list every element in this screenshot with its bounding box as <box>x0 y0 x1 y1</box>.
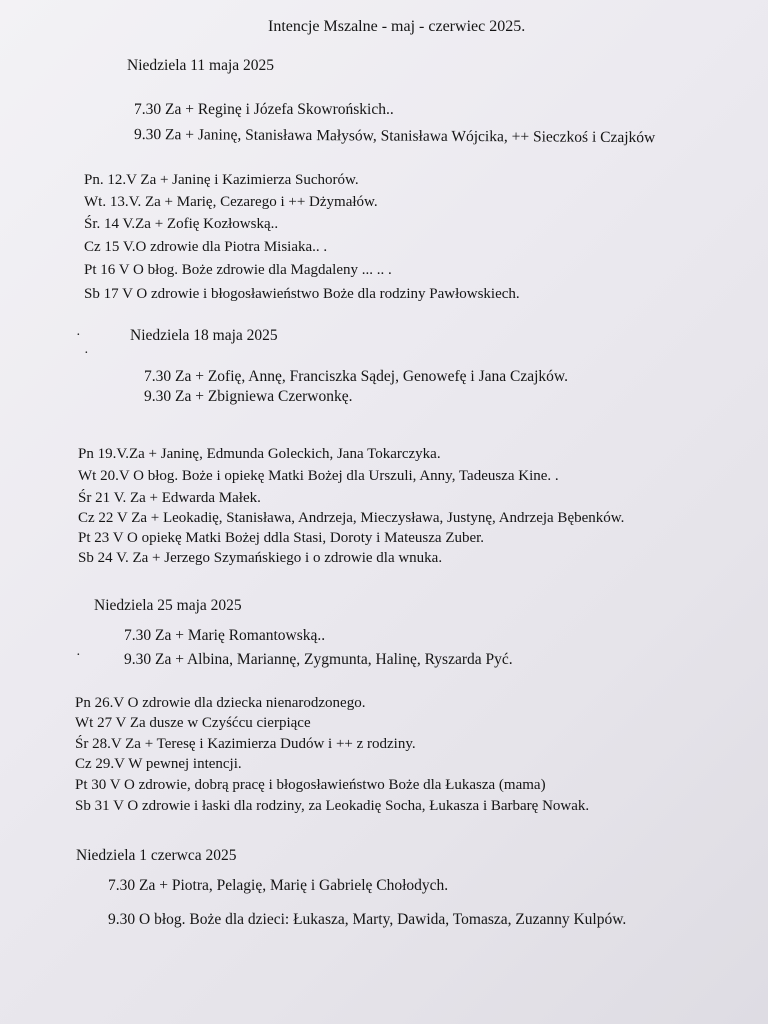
mass-intention: 9.30 Za + Zbigniewa Czerwonkę. <box>144 388 353 405</box>
weekday-intention: Śr. 14 V.Za + Zofię Kozłowską.. <box>84 216 279 232</box>
weekday-intention: Sb 17 V O zdrowie i błogosławieństwo Boże dla rodziny Pawłowskiech. <box>84 286 520 302</box>
weekday-intention: Pn. 12.V Za + Janinę i Kazimierza Suchorów. <box>84 172 359 188</box>
weekday-intention: Cz 22 V Za + Leokadię, Stanisława, Andrzeja, Mieczysława, Justynę, Andrzeja Bębenków. <box>78 510 625 526</box>
weekday-intention: Pn 26.V O zdrowie dla dziecka nienarodzonego. <box>75 695 366 711</box>
mass-intention: 7.30 Za + Marię Romantowską.. <box>124 627 326 644</box>
page-title: Intencje Mszalne - maj - czerwiec 2025. <box>268 18 526 35</box>
mass-intention: 9.30 Za + Janinę, Stanisława Małysów, Stanisława Wójcika, ++ Sieczkoś i Czajków <box>133 126 656 147</box>
weekday-intention: Pt 30 V O zdrowie, dobrą pracę i błogosławieństwo Boże dla Łukasza (mama) <box>75 777 546 793</box>
stray-dot: · <box>76 648 81 663</box>
sunday-heading: Niedziela 25 maja 2025 <box>94 597 242 614</box>
weekday-intention: Cz 29.V W pewnej intencji. <box>75 756 242 772</box>
weekday-intention: Wt. 13.V. Za + Marię, Cezarego i ++ Dżymałów. <box>84 194 378 210</box>
weekday-intention: Cz 15 V.O zdrowie dla Piotra Misiaka.. . <box>84 239 328 255</box>
stray-dot: · <box>76 328 81 343</box>
mass-intention: 7.30 Za + Zofię, Annę, Franciszka Sądej, Genowefę i Jana Czajków. <box>144 368 568 385</box>
mass-intention: 9.30 Za + Albina, Mariannę, Zygmunta, Halinę, Ryszarda Pyć. <box>124 651 513 668</box>
weekday-intention: Śr 28.V Za + Teresę i Kazimierza Dudów i ++ z rodziny. <box>75 736 416 752</box>
mass-intention: 7.30 Za + Piotra, Pelagię, Marię i Gabrielę Chołodych. <box>108 877 449 894</box>
weekday-intention: Pn 19.V.Za + Janinę, Edmunda Goleckich, Jana Tokarczyka. <box>78 446 441 462</box>
sunday-heading: Niedziela 18 maja 2025 <box>130 327 278 344</box>
weekday-intention: Pt 16 V O błog. Boże zdrowie dla Magdaleny ... .. . <box>84 262 392 278</box>
weekday-intention: Śr 21 V. Za + Edwarda Małek. <box>78 490 261 506</box>
mass-intention: 7.30 Za + Reginę i Józefa Skowrońskich.. <box>134 101 394 118</box>
sunday-heading: Niedziela 1 czerwca 2025 <box>76 847 237 864</box>
sunday-heading: Niedziela 11 maja 2025 <box>127 57 275 74</box>
weekday-intention: Sb 31 V O zdrowie i łaski dla rodziny, za Leokadię Socha, Łukasza i Barbarę Nowak. <box>75 798 590 814</box>
mass-intention: 9.30 O błog. Boże dla dzieci: Łukasza, Marty, Dawida, Tomasza, Zuzanny Kulpów. <box>108 911 627 928</box>
stray-dot: · <box>84 346 89 361</box>
weekday-intention: Pt 23 V O opiekę Matki Bożej ddla Stasi, Doroty i Mateusza Zuber. <box>78 530 485 546</box>
weekday-intention: Wt 20.V O błog. Boże i opiekę Matki Bożej dla Urszuli, Anny, Tadeusza Kine. . <box>78 468 559 484</box>
weekday-intention: Sb 24 V. Za + Jerzego Szymańskiego i o zdrowie dla wnuka. <box>78 550 443 566</box>
weekday-intention: Wt 27 V Za dusze w Czyśćcu cierpiące <box>75 715 311 731</box>
